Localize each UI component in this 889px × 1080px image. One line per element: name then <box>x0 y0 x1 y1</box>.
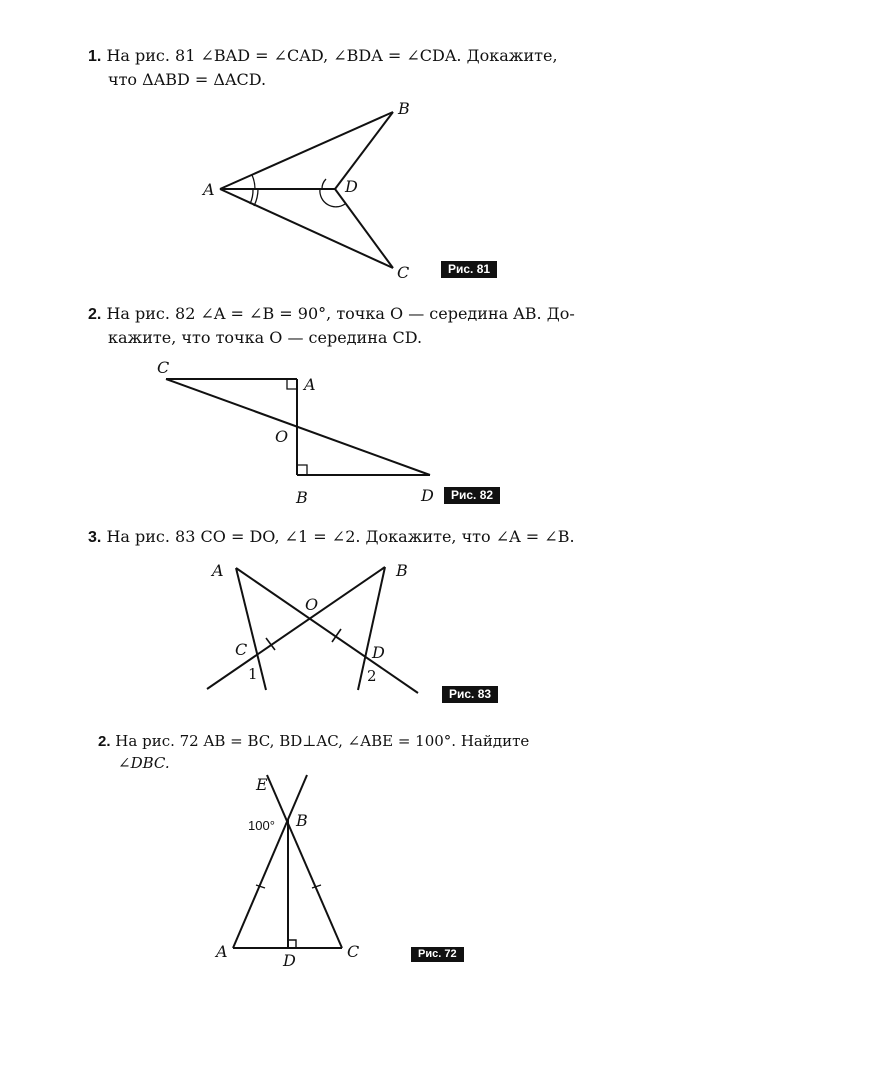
point-a-label: A <box>216 942 228 961</box>
problem-2-text: На рис. 82 ∠A = ∠B = 90°, точка O — середина AB. До- <box>106 304 575 323</box>
point-c-label: C <box>347 942 360 961</box>
point-a-label: A <box>212 561 224 580</box>
problem-4-number: 2. <box>98 733 111 750</box>
figure-72-label: Рис. 72 <box>411 947 464 962</box>
point-b-label: B <box>296 811 308 830</box>
point-d-label: D <box>283 951 296 970</box>
angle-2-label: 2 <box>367 667 377 685</box>
figure-83-label: Рис. 83 <box>442 686 498 703</box>
problem-3-text: На рис. 83 CO = DO, ∠1 = ∠2. Докажите, что ∠A = ∠B. <box>106 527 575 546</box>
right-angle-d <box>288 940 296 948</box>
point-d-label: D <box>421 486 434 505</box>
problem-4-text: На рис. 72 AB = BC, BD⊥AC, ∠ABE = 100°. Найдите <box>115 732 530 750</box>
point-c-label: C <box>235 640 248 659</box>
angle-1-label: 1 <box>248 665 258 683</box>
problem-1-text: На рис. 81 ∠BAD = ∠CAD, ∠BDA = ∠CDA. Докажите, <box>106 46 558 65</box>
problem-3-number: 3. <box>88 529 102 546</box>
point-a-label: A <box>203 180 215 199</box>
problem-4-text-continued: ∠DBC. <box>118 754 170 772</box>
point-e-label: E <box>256 775 268 794</box>
point-c-label: C <box>157 358 170 377</box>
point-c-label: C <box>397 263 410 282</box>
angle-100-label: 100° <box>248 818 275 833</box>
segment-ab-extended <box>233 775 307 948</box>
point-d-label: D <box>345 177 358 196</box>
problem-2-text-continued: кажите, что точка O — середина CD. <box>108 328 423 347</box>
figure-82-label: Рис. 82 <box>444 487 500 504</box>
problem-1-text-continued: что ΔABD = ΔACD. <box>108 70 267 89</box>
problem-1-number: 1. <box>88 48 102 65</box>
figure-81-label: Рис. 81 <box>441 261 497 278</box>
point-d-label: D <box>372 643 385 662</box>
segment-bc-extended <box>267 775 342 948</box>
point-b-label: B <box>296 488 308 507</box>
point-b-label: B <box>398 99 410 118</box>
point-b-label: B <box>396 561 408 580</box>
point-o-label: O <box>275 427 289 446</box>
point-a-label: A <box>304 375 316 394</box>
problem-2-number: 2. <box>88 306 102 323</box>
point-o-label: O <box>305 595 319 614</box>
